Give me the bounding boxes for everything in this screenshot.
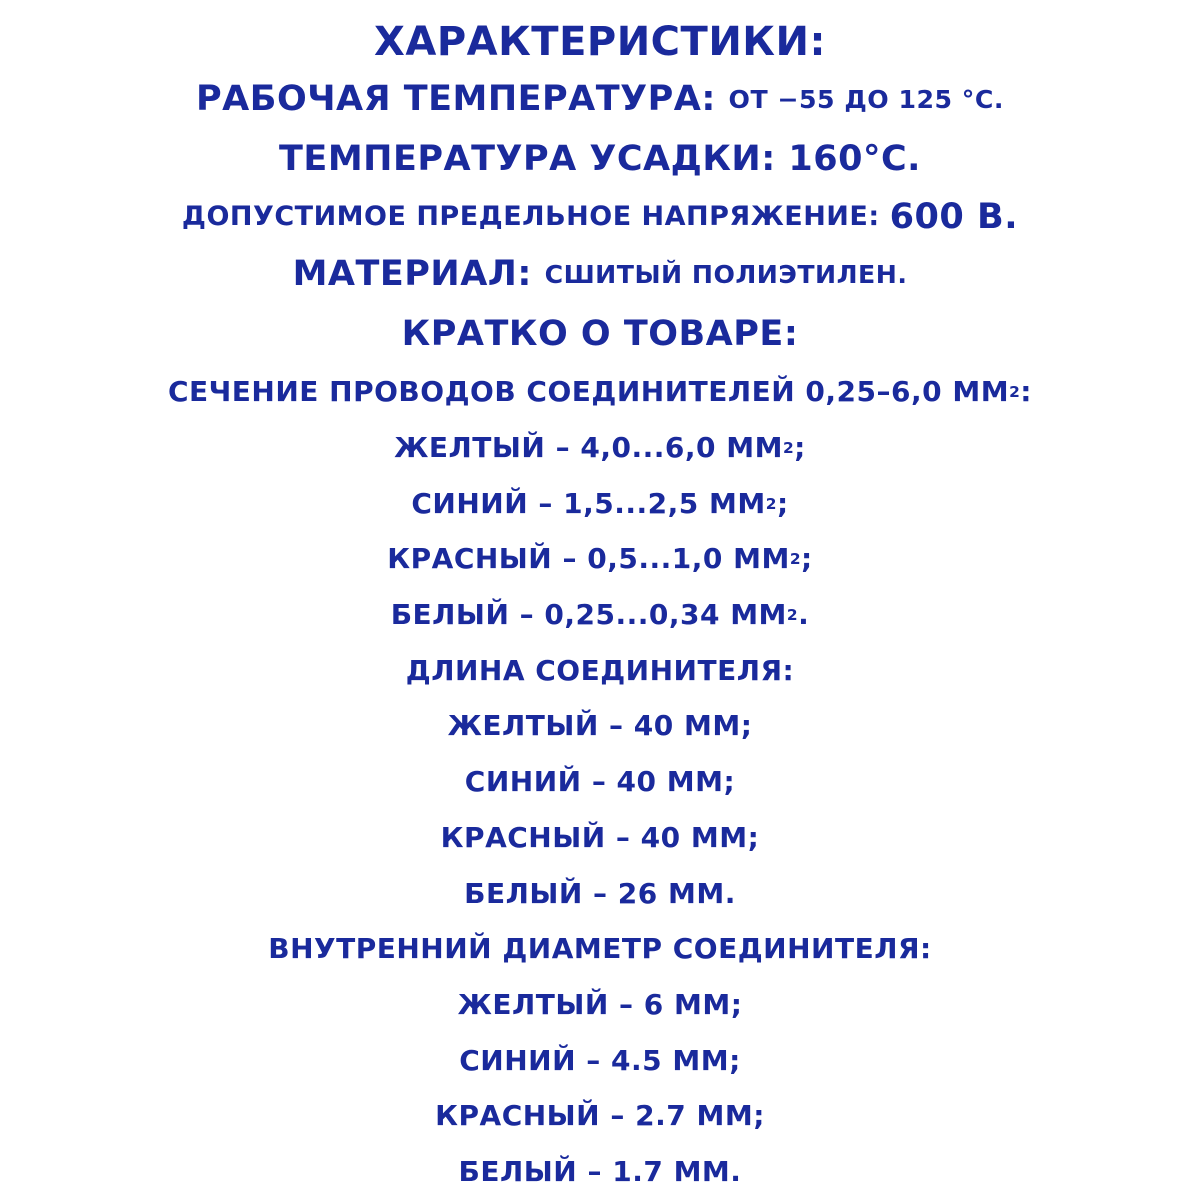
cross-section-item: БЕЛЫЙ – 0,25...0,34 ММ 2 . bbox=[390, 597, 810, 631]
summary-heading: КРАТКО О ТОВАРЕ: bbox=[401, 313, 799, 354]
cross-section-item: КРАСНЫЙ – 0,5...1,0 ММ 2 ; bbox=[387, 542, 813, 576]
cross-section-item-text: КРАСНЫЙ – 0,5...1,0 ММ bbox=[387, 542, 790, 576]
material-line bbox=[293, 245, 908, 305]
cross-section-item-end: . bbox=[798, 597, 810, 631]
length-item: КРАСНЫЙ – 40 ММ; bbox=[440, 820, 760, 854]
working-temperature-line bbox=[196, 70, 1004, 130]
cross-section-title-end: : bbox=[1020, 375, 1032, 409]
voltage-line bbox=[182, 189, 1018, 245]
voltage-label: ДОПУСТИМОЕ ПРЕДЕЛЬНОЕ НАПРЯЖЕНИЕ: bbox=[181, 201, 880, 233]
working-temperature-value: ОТ −55 ДО 125 °C. bbox=[728, 84, 1004, 114]
inner-diameter-item: БЕЛЫЙ – 1.7 ММ. bbox=[458, 1155, 742, 1189]
cross-section-item-text: СИНИЙ – 1,5...2,5 ММ bbox=[411, 486, 766, 520]
inner-diameter-item: СИНИЙ – 4.5 ММ; bbox=[459, 1043, 741, 1077]
shrink-temperature-line: ТЕМПЕРАТУРА УСАДКИ: 160°C. bbox=[279, 138, 921, 179]
cross-section-item-text: ЖЕЛТЫЙ – 4,0...6,0 ММ bbox=[394, 430, 783, 464]
inner-diameter-item: ЖЕЛТЫЙ – 6 ММ; bbox=[457, 988, 743, 1022]
cross-section-title: СЕЧЕНИЕ ПРОВОДОВ СОЕДИНИТЕЛЕЙ 0,25–6,0 ММ 2 : bbox=[168, 375, 1032, 409]
working-temperature-label: РАБОЧАЯ ТЕМПЕРАТУРА: bbox=[196, 79, 716, 120]
cross-section-item-end: ; bbox=[801, 542, 813, 576]
voltage-value: 600 В. bbox=[889, 196, 1019, 238]
inner-diameter-title: ВНУТРЕННИЙ ДИАМЕТР СОЕДИНИТЕЛЯ: bbox=[268, 932, 932, 966]
characteristics-heading: ХАРАКТЕРИСТИКИ: bbox=[374, 18, 826, 65]
length-item: СИНИЙ – 40 ММ; bbox=[464, 765, 736, 799]
length-item: ЖЕЛТЫЙ – 40 ММ; bbox=[447, 709, 753, 743]
material-label: МАТЕРИАЛ: bbox=[292, 254, 532, 295]
cross-section-item: СИНИЙ – 1,5...2,5 ММ 2 ; bbox=[411, 486, 789, 520]
inner-diameter-item: КРАСНЫЙ – 2.7 ММ; bbox=[435, 1099, 765, 1133]
cross-section-item-end: ; bbox=[776, 486, 789, 520]
length-title: ДЛИНА СОЕДИНИТЕЛЯ: bbox=[405, 653, 795, 687]
cross-section-title-text: СЕЧЕНИЕ ПРОВОДОВ СОЕДИНИТЕЛЕЙ 0,25–6,0 ММ bbox=[168, 375, 1010, 409]
cross-section-item-end: ; bbox=[794, 430, 806, 464]
cross-section-item: ЖЕЛТЫЙ – 4,0...6,0 ММ 2 ; bbox=[394, 430, 806, 464]
length-item: БЕЛЫЙ – 26 ММ. bbox=[464, 876, 736, 910]
cross-section-item-text: БЕЛЫЙ – 0,25...0,34 ММ bbox=[390, 597, 787, 631]
material-value: СШИТЫЙ ПОЛИЭТИЛЕН. bbox=[544, 260, 908, 290]
